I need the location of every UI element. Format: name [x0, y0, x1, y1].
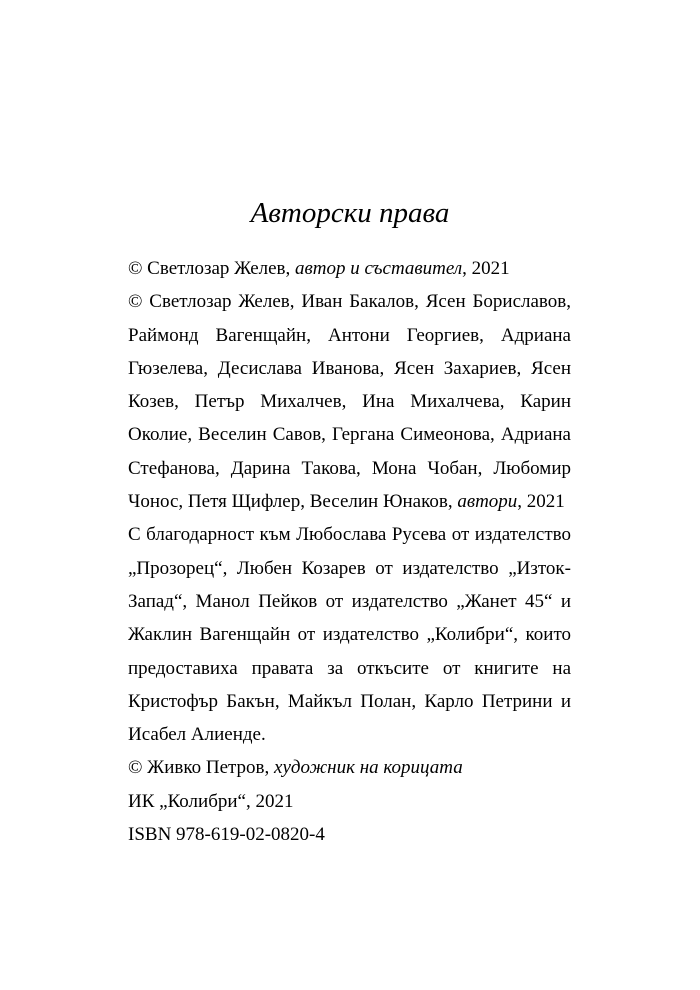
publisher-credit: ИК „Колибри“, 2021: [128, 790, 294, 812]
acknowledgements: [128, 518, 571, 751]
authors-line: Раймонд Вагенщайн, Антони Георгиев, Адриана: [128, 324, 571, 346]
thanks-line: С благодарност към Любослава Русева от издателство: [128, 524, 571, 546]
cover-artist-credit: [128, 751, 571, 784]
thanks-line: Запад“, Манол Пейков от издателство „Жанет 45“ и: [128, 590, 571, 612]
thanks-line: Жаклин Вагенщайн от издателство „Колибри“, които: [128, 624, 571, 646]
authors-year: , 2021: [517, 491, 565, 513]
copyright-body: [128, 252, 571, 851]
thanks-line: „Прозорец“, Любен Козарев от издателство „Изток-: [128, 557, 571, 579]
isbn: ISBN 978-619-02-0820-4: [128, 824, 325, 846]
cover-artist-role: художник на корицата: [274, 757, 463, 779]
page-title: Авторски права: [250, 197, 450, 229]
authors-line: Стефанова, Дарина Такова, Мона Чобан, Любомир: [128, 457, 571, 479]
authors-role: автори: [457, 491, 518, 513]
thanks-line: Кристофър Бакън, Майкъл Полан, Карло Петрини и: [128, 690, 571, 712]
author-compiler-credit: [128, 252, 571, 285]
credit-name: © Светлозар Желев,: [128, 258, 296, 279]
credit-year: , 2021: [462, 258, 510, 279]
credit-role: автор и съставител: [295, 258, 463, 279]
authors-credit: [128, 285, 571, 518]
authors-line: Гюзелева, Десислава Иванова, Ясен Захариев, Ясен: [128, 357, 571, 379]
authors-names: Чонос, Петя Щифлер, Веселин Юнаков,: [128, 491, 458, 513]
authors-line: Козев, Петър Михалчев, Ина Михалчева, Карин: [128, 391, 571, 413]
thanks-line-last: Исабел Алиенде.: [128, 724, 266, 746]
thanks-line: предоставиха правата за откъсите от книгите на: [128, 657, 571, 679]
authors-line-last: [128, 485, 571, 518]
authors-line: Околие, Веселин Савов, Гергана Симеонова, Адриана: [128, 424, 571, 446]
authors-line: © Светлозар Желев, Иван Бакалов, Ясен Бориславов,: [128, 291, 571, 313]
cover-artist-name: © Живко Петров,: [128, 757, 275, 779]
